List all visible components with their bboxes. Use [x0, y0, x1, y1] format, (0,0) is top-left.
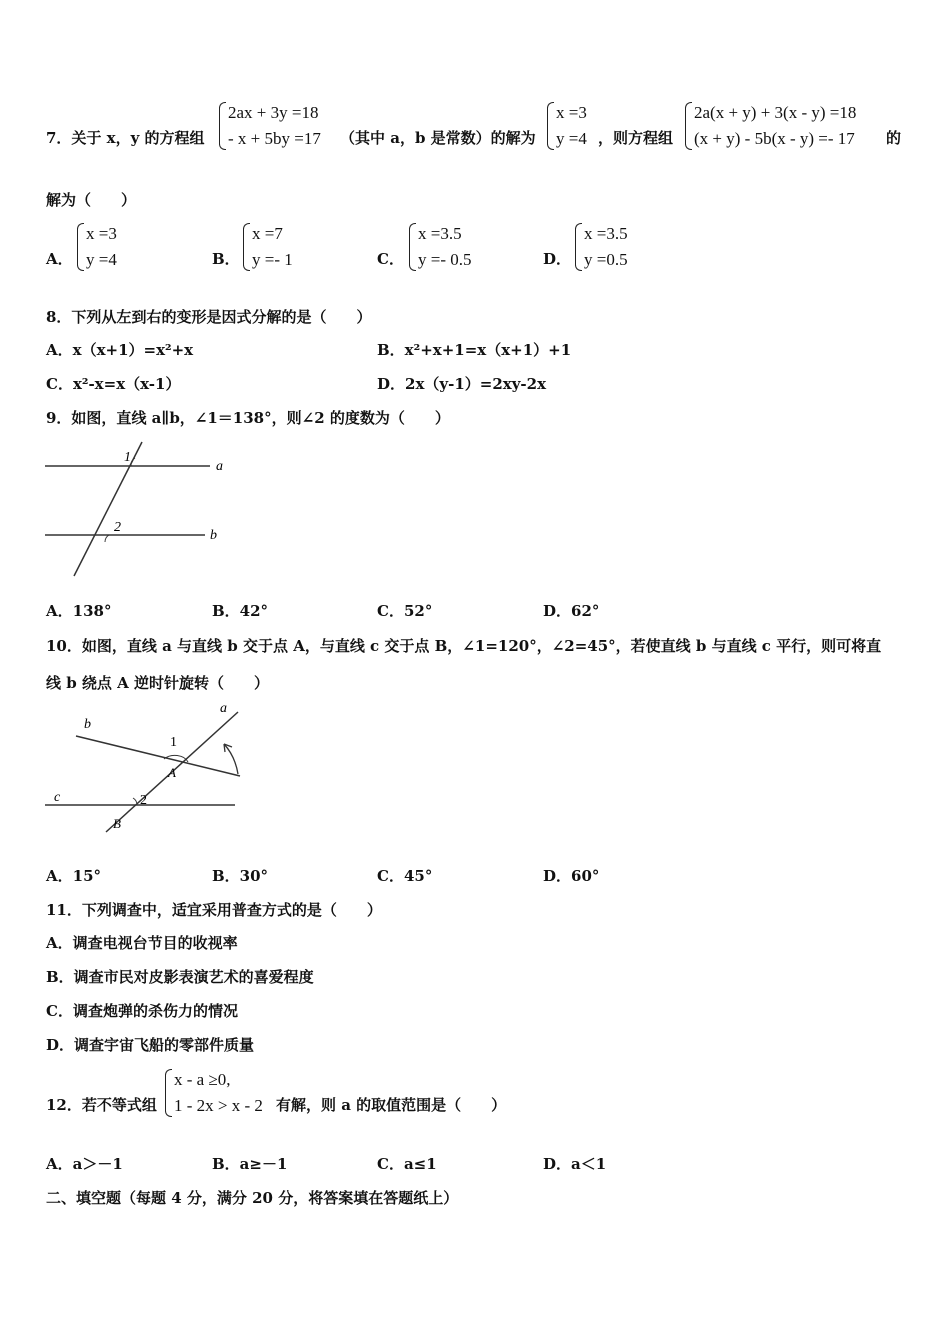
q10-stem-line2: 线 b 绕点 A 逆时针旋转（ ） — [46, 674, 270, 692]
q10-label-b: b — [84, 717, 91, 732]
q7-option-c-label: C． — [377, 250, 404, 268]
q10-option-c: C．45° — [377, 867, 433, 885]
q7-mid2: ，则方程组 — [598, 129, 674, 147]
q7-system-1-eq2: - x + 5by =17 — [228, 129, 321, 148]
q9-figure — [40, 438, 240, 583]
q7-option-d-line1: x =3.5 — [584, 224, 628, 243]
q7-option-a-line1: x =3 — [86, 224, 117, 243]
q10-rotation-arrow — [224, 744, 238, 774]
q9-option-b: B．42° — [212, 602, 269, 620]
q12-system-ineq2: 1 - 2x > x - 2 — [174, 1096, 263, 1115]
q7-prefix: 7．关于 x，y 的方程组 — [46, 129, 205, 147]
q10-figure — [40, 700, 250, 835]
q9-angle2-arc — [105, 535, 109, 542]
q10-option-b: B．30° — [212, 867, 269, 885]
q9-label-a: a — [216, 459, 223, 474]
q9-label-1: 1 — [124, 450, 131, 465]
section-2-heading: 二、填空题（每题 4 分，满分 20 分，将答案填在答题纸上） — [46, 1189, 459, 1207]
q10-stem: 10．如图，直线 a 与直线 b 交于点 A，与直线 c 交于点 B，∠1=120°，∠2=45°，若使直线 b 与直线 c 平行，则可将直 — [46, 637, 882, 655]
q7-option-c — [408, 221, 472, 273]
q7-option-d-line2: y =0.5 — [584, 250, 628, 269]
q8-option-c: C．x²-x=x（x-1） — [46, 375, 181, 393]
q7-option-a — [76, 221, 117, 273]
q11-option-b: B．调查市民对皮影表演艺术的喜爱程度 — [46, 968, 314, 986]
q12-prefix: 12．若不等式组 — [46, 1096, 157, 1114]
q12-system-ineq1: x - a ≥0, — [174, 1070, 231, 1089]
q7-system-3 — [684, 100, 856, 152]
q7-option-b-label: B． — [212, 250, 240, 268]
q11-option-a: A．调查电视台节目的收视率 — [46, 934, 238, 952]
q7-system-2 — [546, 100, 587, 152]
q7-line2: 解为（ ） — [46, 191, 137, 209]
q9-label-b: b — [210, 528, 217, 543]
q10-label-1: 1 — [170, 735, 177, 750]
q12-option-d: D．a＜1 — [543, 1155, 607, 1173]
q11-option-d: D．调查宇宙飞船的零部件质量 — [46, 1036, 255, 1054]
q7-option-a-line2: y =4 — [86, 250, 117, 269]
q10-label-B: B — [113, 816, 121, 831]
q7-mid: （其中 a，b 是常数）的解为 — [340, 129, 536, 147]
q7-option-b — [242, 221, 293, 273]
q7-system-3-eq2: (x + y) - 5b(x - y) =- 17 — [694, 129, 855, 148]
q9-option-d: D．62° — [543, 602, 600, 620]
q12-option-c: C．a≤1 — [377, 1155, 437, 1173]
q7-system-2-eq2: y =4 — [556, 129, 587, 148]
q7-option-c-line2: y =- 0.5 — [418, 250, 472, 269]
q7-option-b-line2: y =- 1 — [252, 250, 293, 269]
q10-label-2: 2 — [140, 793, 147, 808]
q11-stem: 11．下列调查中，适宜采用普查方式的是（ ） — [46, 901, 382, 919]
q10-label-c: c — [54, 790, 61, 805]
q7-system-1-eq1: 2ax + 3y =18 — [228, 103, 319, 122]
q7-option-c-line1: x =3.5 — [418, 224, 462, 243]
q11-option-c: C．调查炮弹的杀伤力的情况 — [46, 1002, 238, 1020]
q10-line-b — [76, 736, 240, 776]
q9-option-a: A．138° — [46, 602, 112, 620]
q8-stem: 8．下列从左到右的变形是因式分解的是（ ） — [46, 308, 372, 326]
q7-option-d-label: D． — [543, 250, 572, 268]
q10-option-a: A．15° — [46, 867, 102, 885]
q8-option-a: A．x（x+1）=x²+x — [46, 341, 194, 359]
q7-system-1 — [218, 100, 321, 152]
q8-option-b: B．x²+x+1=x（x+1）+1 — [377, 341, 572, 359]
q7-option-a-label: A． — [46, 250, 73, 268]
q10-label-a: a — [220, 701, 227, 716]
q7-option-b-line1: x =7 — [252, 224, 283, 243]
q9-stem: 9．如图，直线 a∥b，∠1＝138°，则∠2 的度数为（ ） — [46, 409, 450, 427]
q7-system-2-eq1: x =3 — [556, 103, 587, 122]
q12-option-b: B．a≥－1 — [212, 1155, 288, 1173]
q7-option-d — [574, 221, 628, 273]
q9-option-c: C．52° — [377, 602, 433, 620]
q9-label-2: 2 — [114, 520, 121, 535]
q8-option-d: D．2x（y-1）=2xy-2x — [377, 375, 547, 393]
q7-suffix: 的 — [886, 129, 902, 147]
q10-option-d: D．60° — [543, 867, 600, 885]
q12-system — [164, 1067, 263, 1119]
q12-suffix: 有解，则 a 的取值范围是（ ） — [276, 1096, 507, 1114]
q10-label-A: A — [168, 765, 176, 780]
q12-option-a: A．a＞－1 — [46, 1155, 123, 1173]
q9-angle1-arc — [131, 458, 135, 466]
q7-system-3-eq1: 2a(x + y) + 3(x - y) =18 — [694, 103, 857, 122]
